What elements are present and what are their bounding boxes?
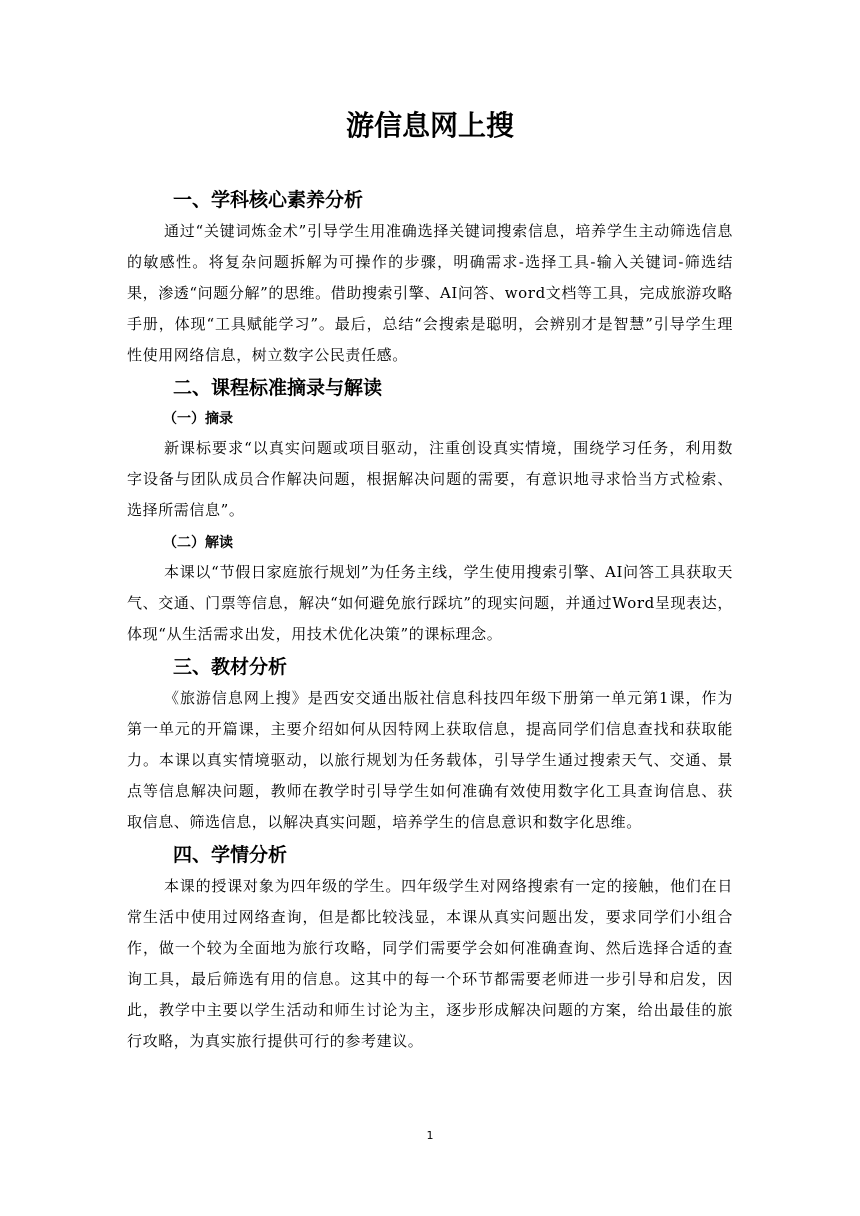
document-title: 游信息网上搜 (345, 109, 514, 142)
subsection-heading: （一）摘录 (163, 411, 233, 427)
section-core-literacy (127, 186, 733, 371)
subsection-heading: （二）解读 (163, 535, 233, 551)
section-heading: 一、学科核心素养分析 (173, 189, 364, 211)
section-heading: 二、课程标准摘录与解读 (173, 377, 383, 399)
document-body (127, 186, 733, 1060)
section-textbook-analysis (127, 653, 733, 838)
section-heading: 三、教材分析 (173, 656, 288, 678)
page-number: 1 (426, 1129, 434, 1142)
section-heading: 四、学情分析 (173, 844, 288, 866)
section-student-analysis (127, 841, 733, 1057)
paragraph: 通过“关键词炼金术”引导学生用准确选择关键词搜索信息，培养学生主动筛选信息的敏感性。将复杂问题拆解为可操作的步骤，明确需求-选择工具-输入关键词-筛选结果，渗透“问题分解”的思维。借助搜索引擎、AI问答、word文档等工具，完成旅游攻略手册，体现“工具赋能学习”。最后，总结“会搜索是聪明，会辨别才是智慧”引导学生理性使用网络信息，树立数字公民责任感。 (127, 222, 733, 364)
paragraph: 新课标要求“以真实问题或项目驱动，注重创设真实情境，围绕学习任务，利用数字设备与团队成员合作解决问题，根据解决问题的需要，有意识地寻求恰当方式检索、选择所需信息”。 (127, 439, 733, 519)
paragraph: 本课以“节假日家庭旅行规划”为任务主线，学生使用搜索引擎、AI问答工具获取天气、交通、门票等信息，解决“如何避免旅行踩坑”的现实问题，并通过Word呈现表达，体现“从生活需求出发，用技术优化决策”的课标理念。 (127, 563, 733, 643)
paragraph: 《旅游信息网上搜》是西安交通出版社信息科技四年级下册第一单元第1课，作为第一单元的开篇课，主要介绍如何从因特网上获取信息，提高同学们信息查找和获取能力。本课以真实情境驱动，以旅行规划为任务载体，引导学生通过搜索天气、交通、景点等信息解决问题，教师在教学时引导学生如何准确有效使用数字化工具查询信息、获取信息、筛选信息，以解决真实问题，培养学生的信息意识和数字化思维。 (127, 689, 733, 831)
section-curriculum-standard (127, 374, 733, 650)
paragraph: 本课的授课对象为四年级的学生。四年级学生对网络搜索有一定的接触，他们在日常生活中使用过网络查询，但是都比较浅显，本课从真实问题出发，要求同学们小组合作，做一个较为全面地为旅行攻略，同学们需要学会如何准确查询、然后选择合适的查询工具，最后筛选有用的信息。这其中的每一个环节都需要老师进一步引导和启发，因此，教学中主要以学生活动和师生讨论为主，逐步形成解决问题的方案，给出最佳的旅行攻略，为真实旅行提供可行的参考建议。 (127, 877, 733, 1050)
